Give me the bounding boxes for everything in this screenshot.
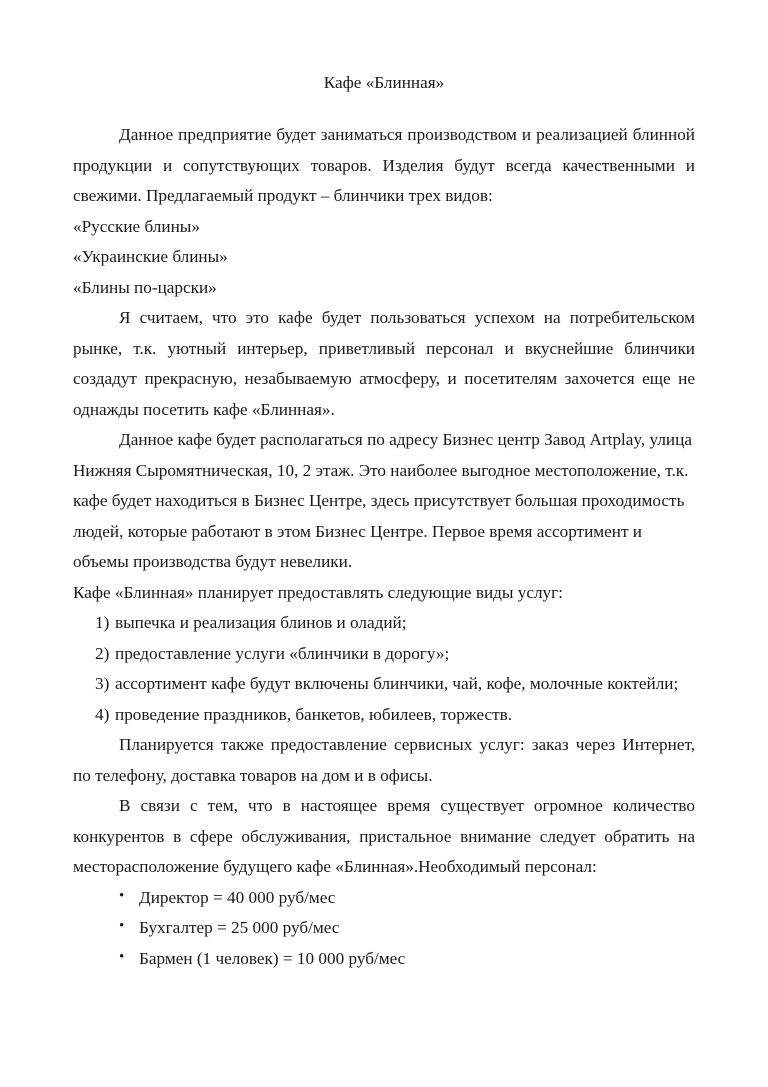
competition-paragraph: В связи с тем, что в настоящее время существует огромное количество конкурентов в сфере обслуживания, пристальное внимание следует обратить на месторасположение будущего кафе «Блинная».Необходимый персонал: [73,796,695,876]
services-list [73,608,695,730]
list-item [73,700,695,731]
list-item-text: проведение праздников, банкетов, юбилеев, торжеств. [115,704,513,724]
list-number: 1) [95,613,110,632]
list-item-text: выпечка и реализация блинов и оладий; [115,613,407,632]
success-paragraph: Я считаем, что это кафе будет пользоваться успехом на потребительском рынке, т.к. уютный интерьер, приветливый персонал и вкуснейшие блинчики создадут прекрасную, незабываемую атмосферу, и посетителям захочется еще не однажды посетить кафе «Блинная». [73,308,695,419]
list-item [73,608,695,639]
list-item-text: ассортимент кафе будут включены блинчики, чай, кофе, молочные коктейли; [115,674,679,693]
location-paragraph: Данное кафе будет располагаться по адресу Бизнес центр Завод Artplay, улица Нижняя Сыромятническая, 10, 2 этаж. Это наиболее выгодное местоположение, т.к. кафе будет находиться в Бизнес Центре, здесь присутствует большая проходимость людей, которые работают в этом Бизнес Центре. Первое время ассортимент и объемы производства будут невелики. [73,430,692,571]
list-number: 3) [95,674,110,693]
list-item [73,639,695,670]
bullet-icon: • [119,918,125,934]
list-item [73,669,695,700]
intro-paragraph: Данное предприятие будет заниматься производством и реализацией блинной продукции и сопутствующих товаров. Изделия будут всегда качественными и свежими. Предлагаемый продукт – блинчики трех видов: [73,125,695,205]
staff-director: Директор = 40 000 руб/мес [139,887,336,907]
product-russian: «Русские блины» [73,216,200,236]
product-tsar: «Блины по-царски» [73,277,217,297]
list-item [73,913,695,944]
additional-services-paragraph: Планируется также предоставление сервисных услуг: заказ через Интернет, по телефону, доставка товаров на дом и в офисы. [73,735,695,785]
list-item [73,883,695,914]
product-ukrainian: «Украинские блины» [73,247,228,266]
list-number: 2) [95,643,110,663]
list-number: 4) [95,704,110,724]
bullet-icon: • [119,948,125,965]
document-body [73,120,695,974]
services-intro: Кафе «Блинная» планирует предоставлять следующие виды услуг: [73,582,563,602]
document-title: Кафе «Блинная» [323,73,445,92]
list-item-text: предоставление услуги «блинчики в дорогу»; [115,643,450,663]
staff-accountant: Бухгалтер = 25 000 руб/мес [139,918,340,937]
list-item [73,944,695,975]
bullet-icon: • [119,887,125,904]
staff-list [73,883,695,975]
staff-bartender: Бармен (1 человек) = 10 000 руб/мес [139,948,406,968]
